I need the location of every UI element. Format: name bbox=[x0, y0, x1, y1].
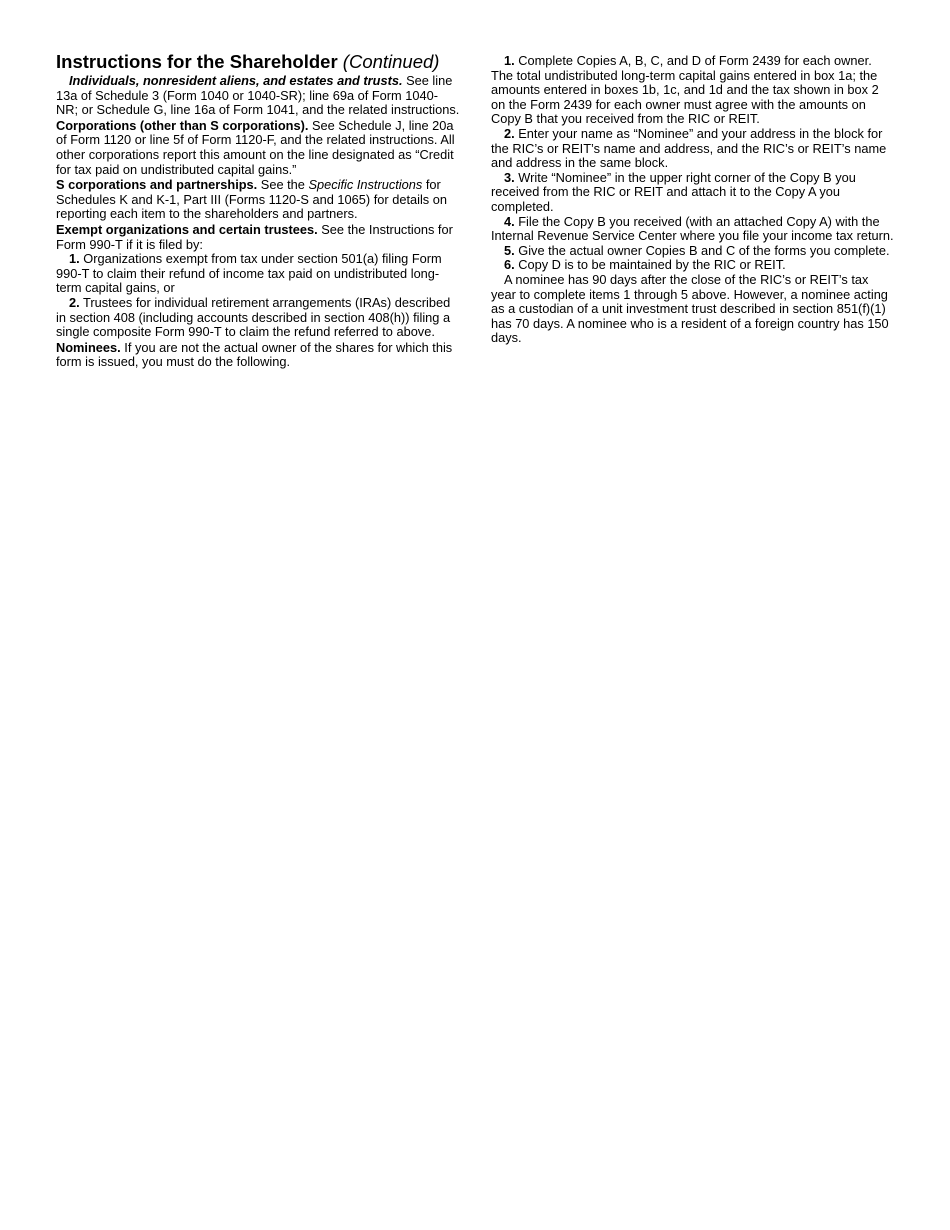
title-text: Instructions for the Shareholder bbox=[56, 51, 338, 72]
section-title bbox=[56, 52, 460, 72]
paragraph-body: See Schedule J, line 20a of Form 1120 or line 5f of Form 1120-F, and the related instructions. All other corporations report this amount on the line designated as “Credit for tax paid on undistributed capital gains.” bbox=[56, 117, 455, 177]
list-item-2 bbox=[56, 296, 460, 340]
right-column bbox=[491, 54, 894, 346]
paragraph-body: A nominee has 90 days after the close of the RIC’s or REIT’s tax year to complete items 1 through 5 above. However, a nominee acting as a custodian of a unit investment trust described in section 851(f)(1) has 70 days. A nominee who is a resident of a foreign country has 150 days. bbox=[491, 271, 889, 346]
paragraph-heading: Nominees. bbox=[56, 339, 121, 355]
step-number: 6. bbox=[504, 257, 515, 273]
paragraph-corporations bbox=[56, 119, 460, 177]
step-number: 2. bbox=[504, 125, 515, 141]
step-text: Give the actual owner Copies B and C of the forms you complete. bbox=[514, 242, 890, 258]
paragraph-heading: Corporations (other than S corporations). bbox=[56, 117, 309, 133]
title-continued: (Continued) bbox=[342, 51, 440, 72]
step-text: File the Copy B you received (with an attached Copy A) with the Internal Revenue Service Center where you file your income tax return. bbox=[491, 213, 894, 244]
paragraph-body: See the Instructions for Form 990-T if it is filed by: bbox=[56, 221, 453, 252]
paragraph-heading: Exempt organizations and certain trustees. bbox=[56, 221, 318, 237]
step-4 bbox=[491, 215, 894, 244]
paragraph-heading: S corporations and partnerships. bbox=[56, 177, 258, 193]
list-text: Trustees for individual retirement arrangements (IRAs) described in section 408 (including accounts described in section 408(h)) filing a single composite Form 990-T to claim the refund referred to above. bbox=[56, 294, 451, 340]
step-number: 5. bbox=[504, 242, 515, 258]
step-3 bbox=[491, 171, 894, 215]
step-text: Copy D is to be maintained by the RIC or REIT. bbox=[514, 257, 786, 273]
list-text: Organizations exempt from tax under section 501(a) filing Form 990-T to claim their refund of income tax paid on undistributed long-term capital gains, or bbox=[56, 251, 442, 296]
paragraph-nominees bbox=[56, 341, 460, 370]
paragraph-individuals bbox=[56, 74, 460, 118]
left-column bbox=[56, 52, 460, 370]
paragraph-heading: Individuals, nonresident aliens, and estates and trusts. bbox=[69, 73, 403, 88]
step-6 bbox=[491, 258, 894, 273]
step-number: 3. bbox=[504, 169, 515, 185]
paragraph-s-corporations bbox=[56, 178, 460, 222]
step-5 bbox=[491, 244, 894, 259]
list-number: 2. bbox=[69, 294, 80, 310]
list-item-1 bbox=[56, 252, 460, 296]
step-text: Write “Nominee” in the upper right corner of the Copy B you received from the RIC or REIT and attach it to the Copy A you completed. bbox=[491, 169, 856, 214]
paragraph-body: If you are not the actual owner of the shares for which this form is issued, you must do the following. bbox=[56, 339, 453, 370]
step-2 bbox=[491, 127, 894, 171]
step-text: Enter your name as “Nominee” and your address in the block for the RIC’s or REIT’s name and address, and the RIC’s or REIT’s name and address in the same block. bbox=[491, 125, 887, 171]
paragraph-body: See the bbox=[257, 177, 309, 193]
paragraph-nominee-deadline bbox=[491, 273, 894, 346]
paragraph-exempt-organizations bbox=[56, 223, 460, 252]
paragraph-body: See line 13a of Schedule 3 (Form 1040 or 1040-SR); line 69a of Form 1040-NR; or Schedule G, line 16a of Form 1041, and the related instructions. bbox=[56, 73, 460, 118]
paragraph-italic-ref: Specific Instructions bbox=[308, 177, 423, 193]
step-number: 1. bbox=[504, 53, 515, 68]
step-text: Complete Copies A, B, C, and D of Form 2439 for each owner. The total undistributed long-term capital gains entered in box 1a; the amounts entered in boxes 1b, 1c, and 1d and the tax shown in box 2 on the Form 2439 for each owner must agree with the amounts on Copy B that you received from the RIC or REIT. bbox=[491, 53, 879, 127]
paragraph-body: for Schedules K and K-1, Part III (Forms 1120-S and 1065) for details on reporting each item to the shareholders and partners. bbox=[56, 177, 447, 222]
step-number: 4. bbox=[504, 213, 515, 229]
step-1 bbox=[491, 54, 894, 127]
list-number: 1. bbox=[69, 251, 80, 267]
